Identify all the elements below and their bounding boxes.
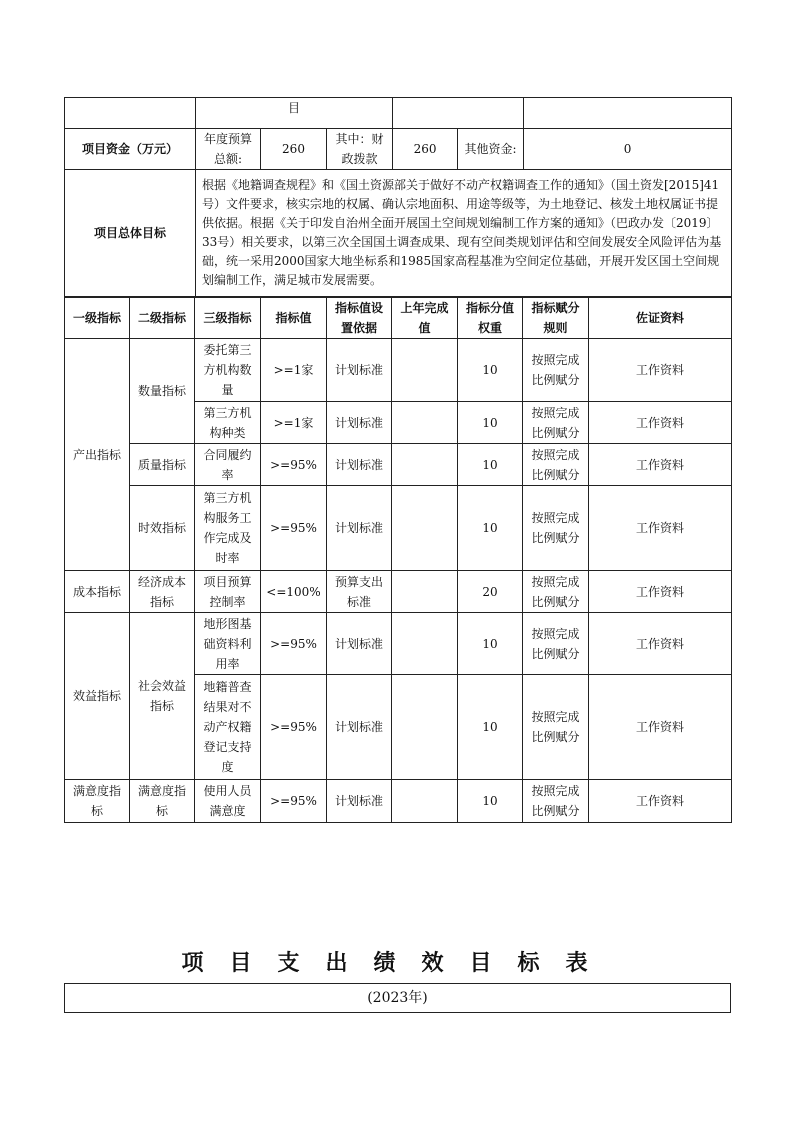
value-cell: >=95% bbox=[261, 444, 327, 486]
value-cell: <=100% bbox=[261, 571, 327, 613]
weight-cell: 10 bbox=[458, 486, 523, 571]
header-level3: 三级指标 bbox=[195, 298, 261, 339]
last-year-cell bbox=[392, 486, 458, 571]
basis-cell: 计划标准 bbox=[327, 402, 392, 444]
fund-label: 项目资金（万元） bbox=[65, 129, 196, 170]
level3-cell: 委托第三方机构数量 bbox=[195, 339, 261, 402]
level2-timeliness: 时效指标 bbox=[130, 486, 195, 571]
fiscal-label: 其中：财政拨款 bbox=[327, 129, 393, 170]
header-level2: 二级指标 bbox=[130, 298, 195, 339]
evidence-cell: 工作资料 bbox=[589, 402, 732, 444]
last-year-cell bbox=[392, 613, 458, 675]
evidence-cell: 工作资料 bbox=[589, 571, 732, 613]
level2-quantity: 数量指标 bbox=[130, 339, 195, 444]
empty-cell bbox=[393, 98, 524, 129]
continued-text-cell: 目 bbox=[196, 98, 393, 129]
weight-cell: 10 bbox=[458, 402, 523, 444]
evidence-cell: 工作资料 bbox=[589, 339, 732, 402]
year-label: (2023年) bbox=[64, 983, 731, 1013]
weight-cell: 10 bbox=[458, 613, 523, 675]
last-year-cell bbox=[392, 571, 458, 613]
level2-social-benefit: 社会效益指标 bbox=[130, 613, 195, 780]
continuation-row bbox=[65, 98, 732, 129]
table-row bbox=[65, 780, 732, 823]
basis-cell: 计划标准 bbox=[327, 486, 392, 571]
level2-economic-cost: 经济成本指标 bbox=[130, 571, 195, 613]
rule-cell: 按照完成比例赋分 bbox=[523, 339, 589, 402]
project-summary-table bbox=[64, 97, 732, 297]
weight-cell: 10 bbox=[458, 780, 523, 823]
annual-budget-value: 260 bbox=[261, 129, 327, 170]
evidence-cell: 工作资料 bbox=[589, 613, 732, 675]
empty-cell bbox=[524, 98, 732, 129]
goal-label: 项目总体目标 bbox=[65, 170, 196, 297]
header-level1: 一级指标 bbox=[65, 298, 130, 339]
goal-row bbox=[65, 170, 732, 297]
header-value: 指标值 bbox=[261, 298, 327, 339]
weight-cell: 10 bbox=[458, 444, 523, 486]
rule-cell: 按照完成比例赋分 bbox=[523, 402, 589, 444]
table-row bbox=[65, 571, 732, 613]
evidence-cell: 工作资料 bbox=[589, 444, 732, 486]
value-cell: >=95% bbox=[261, 675, 327, 780]
weight-cell: 20 bbox=[458, 571, 523, 613]
empty-cell bbox=[65, 98, 196, 129]
table-row bbox=[65, 486, 732, 571]
value-cell: >=95% bbox=[261, 486, 327, 571]
table-row bbox=[65, 444, 732, 486]
rule-cell: 按照完成比例赋分 bbox=[523, 675, 589, 780]
level2-quality: 质量指标 bbox=[130, 444, 195, 486]
level3-cell: 第三方机构服务工作完成及时率 bbox=[195, 486, 261, 571]
page-title: 项目支出绩效目标表 bbox=[181, 950, 614, 976]
fund-row bbox=[65, 129, 732, 170]
value-cell: >=95% bbox=[261, 780, 327, 823]
evidence-cell: 工作资料 bbox=[589, 780, 732, 823]
header-row bbox=[65, 298, 732, 339]
last-year-cell bbox=[392, 339, 458, 402]
indicator-table bbox=[64, 297, 732, 823]
last-year-cell bbox=[392, 780, 458, 823]
value-cell: >=1家 bbox=[261, 402, 327, 444]
header-last-year: 上年完成值 bbox=[392, 298, 458, 339]
basis-cell: 预算支出标准 bbox=[327, 571, 392, 613]
other-fund-value: 0 bbox=[524, 129, 732, 170]
value-cell: >=1家 bbox=[261, 339, 327, 402]
level1-cost: 成本指标 bbox=[65, 571, 130, 613]
level3-cell: 地籍普查结果对不动产权籍登记支持度 bbox=[195, 675, 261, 780]
rule-cell: 按照完成比例赋分 bbox=[523, 613, 589, 675]
level1-satisfaction: 满意度指标 bbox=[65, 780, 130, 823]
header-rule: 指标赋分规则 bbox=[523, 298, 589, 339]
level2-satisfaction: 满意度指标 bbox=[130, 780, 195, 823]
weight-cell: 10 bbox=[458, 675, 523, 780]
rule-cell: 按照完成比例赋分 bbox=[523, 444, 589, 486]
goal-text: 根据《地籍调查规程》和《国土资源部关于做好不动产权籍调查工作的通知》（国土资发[2015]41号）文件要求，核实宗地的权属、确认宗地面积、用途等级等，为土地登记、核发土地权属证书提供依据。根据《关于印发自治州全面开展国土空间规划编制工作方案的通知》（巴政办发〔2019〕33号）相关要求，以第三次全国国土调查成果、现有空间类规划评估和空间发展安全风险评估为基础，统一采用2000国家大地坐标系和1985国家高程基准为空间定位基础，开展开发区国土空间规划编制工作，满足城市发展需要。 bbox=[196, 170, 732, 297]
rule-cell: 按照完成比例赋分 bbox=[523, 571, 589, 613]
basis-cell: 计划标准 bbox=[327, 339, 392, 402]
basis-cell: 计划标准 bbox=[327, 675, 392, 780]
fiscal-value: 260 bbox=[393, 129, 458, 170]
annual-budget-label: 年度预算总额: bbox=[196, 129, 261, 170]
table-row bbox=[65, 613, 732, 675]
level1-output: 产出指标 bbox=[65, 339, 130, 571]
level3-cell: 项目预算控制率 bbox=[195, 571, 261, 613]
evidence-cell: 工作资料 bbox=[589, 675, 732, 780]
level3-cell: 第三方机构种类 bbox=[195, 402, 261, 444]
header-evidence: 佐证资料 bbox=[589, 298, 732, 339]
table-row bbox=[65, 339, 732, 402]
weight-cell: 10 bbox=[458, 339, 523, 402]
basis-cell: 计划标准 bbox=[327, 780, 392, 823]
last-year-cell bbox=[392, 675, 458, 780]
basis-cell: 计划标准 bbox=[327, 444, 392, 486]
basis-cell: 计划标准 bbox=[327, 613, 392, 675]
evidence-cell: 工作资料 bbox=[589, 486, 732, 571]
rule-cell: 按照完成比例赋分 bbox=[523, 780, 589, 823]
rule-cell: 按照完成比例赋分 bbox=[523, 486, 589, 571]
level3-cell: 地形图基础资料利用率 bbox=[195, 613, 261, 675]
header-weight: 指标分值权重 bbox=[458, 298, 523, 339]
header-basis: 指标值设置依据 bbox=[327, 298, 392, 339]
last-year-cell bbox=[392, 402, 458, 444]
level3-cell: 合同履约率 bbox=[195, 444, 261, 486]
value-cell: >=95% bbox=[261, 613, 327, 675]
level1-benefit: 效益指标 bbox=[65, 613, 130, 780]
other-fund-label: 其他资金: bbox=[458, 129, 524, 170]
last-year-cell bbox=[392, 444, 458, 486]
level3-cell: 使用人员满意度 bbox=[195, 780, 261, 823]
